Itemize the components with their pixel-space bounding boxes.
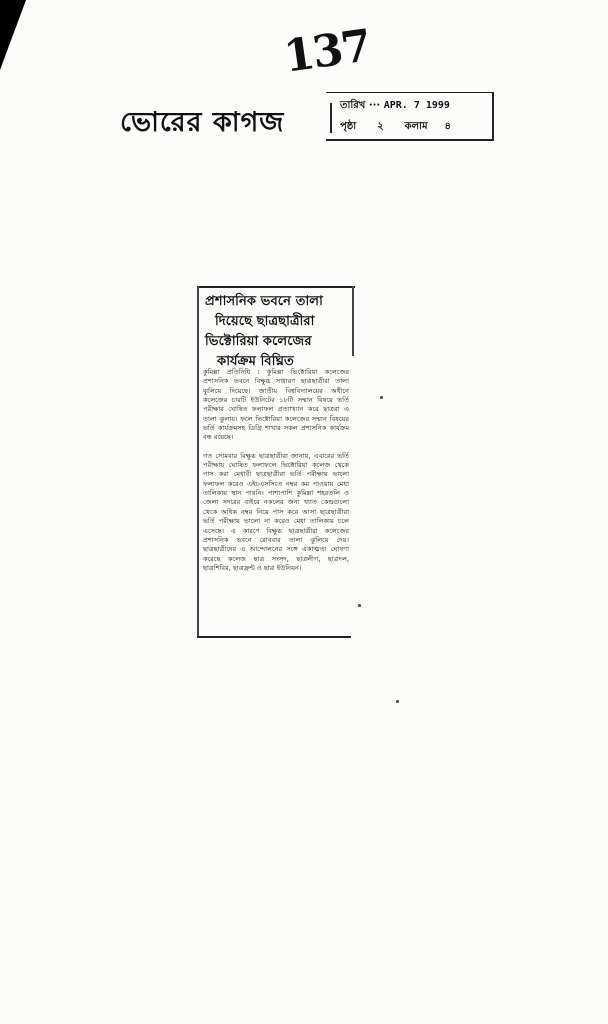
headline-line: প্রশাসনিক ভবনে তালা <box>205 294 323 309</box>
scan-corner-shadow <box>0 0 26 70</box>
article-body <box>203 368 349 573</box>
stamp-date-line: তারিখ ··· APR. 7 1999 <box>340 100 450 111</box>
headline-line: কার্যক্রম বিঘ্নিত <box>217 354 294 369</box>
clipping-left-rule <box>197 286 199 638</box>
stamp-date-label: তারিখ <box>340 100 366 111</box>
stamp-column-value: ৪ <box>444 121 452 132</box>
stamp-page-label: পৃষ্ঠা <box>340 121 357 132</box>
article-paragraph: গত সোমবার বিক্ষুব্ধ ছাত্রছাত্রীরা জানায়, এবারের ভর্তি পরীক্ষায় ঘোষিত ফলাফলে ভিক্টোরিয়া কলেজ থেকে পাস করা মেধাবী ছাত্রছাত্রীরা ভর্তি পরীক্ষায় ভালো ফলাফল করেও এইচএসসিতে নম্বর কম পাওয়ায় মেধা তালিকায় স্থান পায়নি। পাশাপাশি কুমিল্লা শহরতলি ও জেলা সদরের বাইরে নকলের জন্য খ্যাত কেন্দ্রগুলো থেকে অধিক নম্বর নিয়ে পাস করে আসা ছাত্রছাত্রীরা ভর্তি পরীক্ষায় ভালো না করেও মেধা তালিকায় চলে এসেছে। এ কারণে বিক্ষুব্ধ ছাত্রছাত্রীরা কলেজের প্রশাসনিক ভবনে রোববার তালা ঝুলিয়ে দেয়। ছাত্রছাত্রীদের এ আন্দোলনের সঙ্গে একাত্মতা ঘোষণা করেছে কলেজ ছাত্র সংসদ, ছাত্রলীগ, ছাত্রদল, ছাত্রশিবির, ছাত্রফ্রন্ট ও ছাত্র ইউনিয়ন। <box>203 451 349 572</box>
stamp-date-value: APR. 7 1999 <box>383 100 450 111</box>
scan-speck <box>358 604 361 607</box>
handwritten-archive-number: 137 <box>280 20 373 83</box>
scan-speck <box>380 396 383 399</box>
article-headline <box>205 292 351 372</box>
stamp-left-bar <box>330 103 332 133</box>
stamp-page-line <box>340 119 451 136</box>
date-page-stamp <box>326 92 494 141</box>
headline-line: দিয়েছে ছাত্রছাত্রীরা <box>215 314 315 329</box>
scan-speck <box>396 700 399 703</box>
clipping-right-rule <box>352 286 354 356</box>
newspaper-masthead: ভোরের কাগজ <box>120 107 285 138</box>
clipping-bottom-rule <box>197 636 351 638</box>
headline-line: ভিক্টোরিয়া কলেজের <box>205 334 312 349</box>
article-paragraph: কুমিল্লা প্রতিনিধি : কুমিল্লা ভিক্টোরিয়া কলেজের প্রশাসনিক ভবনে বিক্ষুব্ধ সাধারণ ছাত্রছাত্রীরা তালা ঝুলিয়ে দিয়েছে। জাতীয় বিশ্ববিদ্যালয়ের অধীনে কলেজের চারটি ইউনিটের ১৮টি সম্মান বিষয়ে ভর্তি পরীক্ষার ঘোষিত ফলাফল প্রত্যাখ্যান করে ছাত্ররা এ তালা ঝুলায়। ফলে ভিক্টোরিয়া কলেজের সম্মান বিষয়ের ভর্তি কার্যক্রমসহ ডিগ্রি শাখার সকল প্রশাসনিক কার্যক্রম বন্ধ রয়েছে। <box>203 368 349 442</box>
clipping-top-rule <box>197 286 355 288</box>
stamp-page-value: ২ <box>377 121 384 132</box>
stamp-column-label: কলাম <box>404 121 428 132</box>
newspaper-clipping <box>197 284 355 640</box>
